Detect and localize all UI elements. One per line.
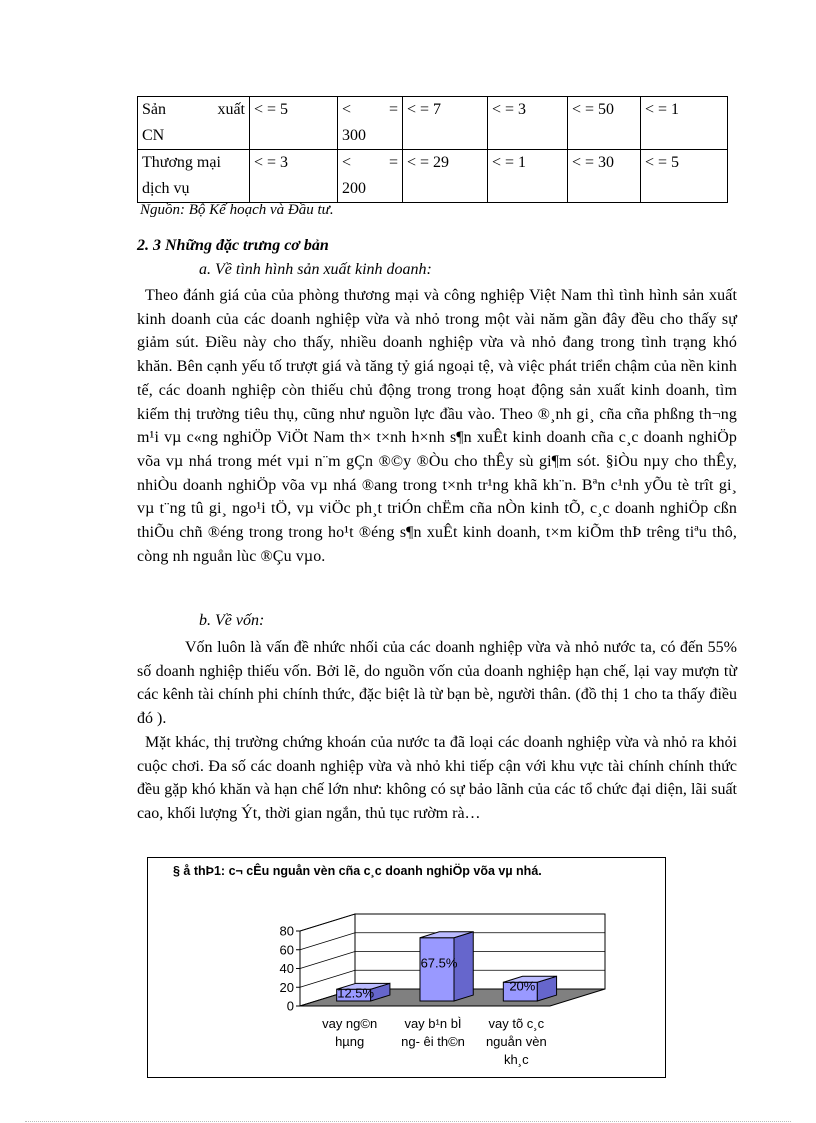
- cell-part: <: [342, 101, 352, 118]
- chart-container: [147, 857, 666, 1078]
- y-tick-label: 60: [279, 942, 294, 958]
- x-category-label: kh¸c: [504, 1052, 529, 1067]
- paragraph-1: Theo đánh giá của của phòng thương mại và công nghiệp Việt Nam thì tình hình sản xuất kinh doanh của các doanh nghiệp vừa và nhỏ trong một vài năm gần đây đều cho thấy sự giảm sút. Điều này cho thấy, nhiều doanh nghiệp vừa và nhỏ đang trong tình trạng khó khăn. Bên cạnh yếu tố trượt giá và tăng tỷ giá ngoại tệ, và việc phát triển chậm của nền kinh tế, các doanh nghiệp còn thiếu chủ động trong trong hoạt động sản xuất kinh doanh, tìm kiếm thị trường tiêu thụ, cũng như nguồn lực đầu vào. Theo ®¸nh gi¸ cña cña phßng th¬ng m¹i vµ c«ng nghiÖp ViÖt Nam th× t×nh h×nh s¶n xuÊt kinh doanh cña c¸c doanh nghiÖp võa vµ nhá trong mét vµi n¨m gÇn ®©y ®Òu cho thÊy sù gi¶m sót. §iÒu nµy cho thÊy, nhiÒu doanh nghiÖp võa vµ nhá ®ang trong t×nh tr¹ng khã kh¨n. Bªn c¹nh yÕu tè trît gi¸ vµ t¨ng tû gi¸ ngo¹i tÖ, vµ viÖc ph¸t triÓn chËm cña nÒn kinh tÕ, c¸c doanh nghiÖp cßn thiÕu chñ ®éng trong trong ho¹t ®éng s¶n xuÊt kinh doanh, t×m kiÕm thÞ trêng tiªu thô, còng nh nguån lùc ®Çu vµo.: [137, 287, 737, 565]
- y-tick-label: 80: [279, 923, 294, 939]
- table-cell: < = 3: [250, 150, 338, 203]
- table-cell: < = 3: [488, 97, 568, 150]
- cell-part: <: [342, 154, 352, 171]
- bar-chart: [148, 858, 665, 1077]
- table-row: [138, 150, 728, 203]
- table-cell: [338, 150, 403, 203]
- table-row: [138, 97, 728, 150]
- bar-data-label: 12.5%: [337, 985, 375, 1001]
- row-label: [138, 97, 250, 150]
- row-label-part: xuất: [217, 101, 245, 118]
- table-cell: < = 30: [568, 150, 641, 203]
- cell-part: =: [388, 101, 398, 118]
- y-tick-label: 40: [279, 961, 294, 976]
- row-label-part: Thương mại: [142, 154, 221, 171]
- size-criteria-table: [137, 96, 728, 203]
- row-label-part: Sản: [142, 101, 166, 118]
- cell-part: =: [388, 154, 398, 171]
- table-cell: < = 5: [641, 150, 728, 203]
- paragraph-2: Vốn luôn là vấn đề nhức nhối của các doanh nghiệp vừa và nhỏ nước ta, có đến 55% số doanh nghiệp thiếu vốn. Bởi lẽ, do nguồn vốn của doanh nghiệp hạn chế, lại vay mượn từ các kênh tài chính phi chính thức, đặc biệt là từ bạn bè, người thân. (đồ thị 1 cho ta thấy điều đó ).: [137, 639, 737, 728]
- row-label-part: CN: [142, 127, 165, 144]
- x-category-label: vay tõ c¸c: [488, 1016, 545, 1031]
- bar-data-label: 20%: [509, 978, 536, 994]
- source-note: Nguồn: Bộ Kế hoạch và Đầu tư.: [140, 202, 334, 218]
- table-cell: < = 7: [403, 97, 488, 150]
- table-cell: < = 29: [403, 150, 488, 203]
- y-tick-label: 0: [286, 998, 294, 1014]
- x-category-label: nguån vèn: [485, 1034, 547, 1049]
- x-category-label: vay ng©n: [322, 1016, 378, 1031]
- page-footer-rule: [25, 1121, 791, 1122]
- x-category-label: hµng: [335, 1034, 365, 1049]
- table-cell: [338, 97, 403, 150]
- cell-part: 300: [342, 127, 366, 144]
- chart-title: § å thÞ1: c¬ cÊu nguån vèn cña c¸c doanh nghiÖp võa vµ nhá.: [173, 864, 542, 878]
- table-cell: < = 1: [641, 97, 728, 150]
- paragraph-3: Mặt khác, thị trường chứng khoán của nước ta đã loại các doanh nghiệp vừa và nhỏ ra khỏi cuộc chơi. Đa số các doanh nghiệp vừa và nhỏ khi tiếp cận với khu vực tài chính chính thức đều gặp khó khăn và hạn chế lớn như: không có sự bảo lãnh của các tổ chức đại diện, lãi suất cao, khối lượng Ýt, thời gian ngắn, thủ tục rườm rà…: [137, 734, 737, 823]
- x-category-label: ng- êi th©n: [401, 1034, 465, 1049]
- row-label-part: dịch vụ: [142, 180, 190, 197]
- row-label: [138, 150, 250, 203]
- subheading-a: a. Về tình hình sản xuất kinh doanh:: [199, 261, 432, 278]
- table-cell: < = 5: [250, 97, 338, 150]
- subheading-b: b. Về vốn:: [199, 612, 265, 629]
- y-tick-label: 20: [279, 979, 294, 995]
- x-category-label: vay b¹n bÌ: [404, 1016, 462, 1031]
- table-cell: < = 50: [568, 97, 641, 150]
- section-heading: 2. 3 Những đặc trưng cơ bản: [137, 237, 329, 254]
- table-cell: < = 1: [488, 150, 568, 203]
- cell-part: 200: [342, 180, 366, 197]
- bar-data-label: 67.5%: [420, 955, 458, 971]
